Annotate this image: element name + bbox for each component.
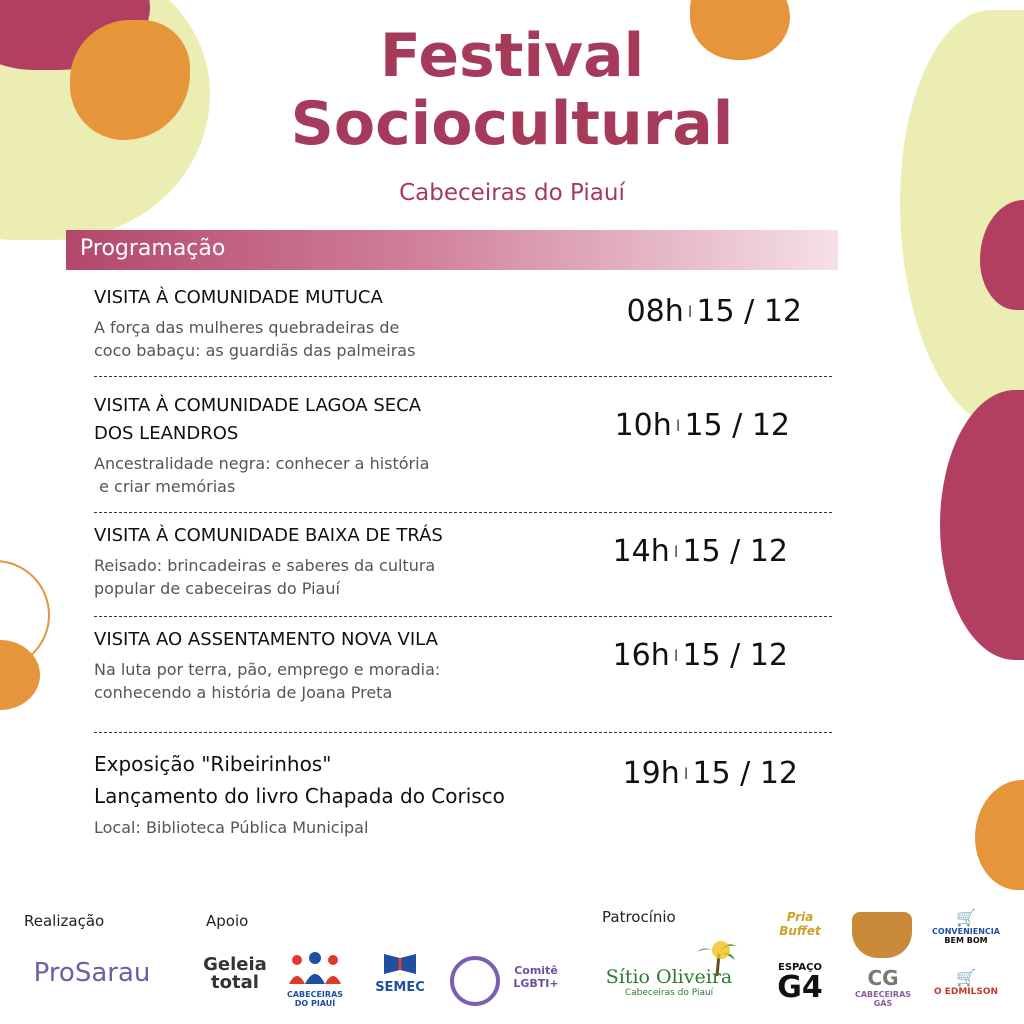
cabeceiras-logo bbox=[280, 950, 350, 1008]
event-description bbox=[94, 816, 854, 839]
event-name: VISITA AO ASSENTAMENTO NOVA VILA bbox=[94, 629, 438, 650]
logo-text: Comitê LGBTI+ bbox=[513, 964, 559, 990]
event-hour: 08h bbox=[626, 294, 684, 329]
event-description-line: popular de cabeceiras do Piauí bbox=[94, 579, 340, 598]
event-time: 14h I 15 / 12 bbox=[612, 534, 788, 569]
logo-text: BEM BOM bbox=[944, 936, 988, 945]
event-time: 19h I 15 / 12 bbox=[622, 756, 798, 791]
logo-text: O EDMILSON bbox=[933, 987, 999, 997]
geleia-total-logo bbox=[196, 956, 274, 992]
footer-label-realizacao: Realização bbox=[24, 912, 105, 930]
title-line-1: Festival bbox=[379, 21, 645, 91]
logo-text: CABECEIRAS DO PIAUÍ bbox=[286, 990, 344, 1008]
event-date: 15 / 12 bbox=[692, 756, 798, 791]
page-title bbox=[0, 22, 1024, 158]
conveniencia-logo bbox=[926, 908, 1006, 945]
people-icon bbox=[285, 950, 345, 986]
cabeceiras-gas-logo bbox=[848, 966, 918, 1008]
event-name-line: Lançamento do livro Chapada do Corisco bbox=[94, 784, 505, 808]
event-item bbox=[94, 284, 854, 362]
logo-text: ESPAÇO bbox=[777, 962, 823, 973]
event-description bbox=[94, 452, 854, 498]
event-description-line: e criar memórias bbox=[94, 477, 236, 496]
title-line-2: Sociocultural bbox=[290, 89, 734, 159]
decorative-blob-maroon bbox=[940, 390, 1024, 660]
event-hour: 16h bbox=[612, 638, 670, 673]
logo-text: SEMEC bbox=[375, 980, 425, 995]
event-hour: 14h bbox=[612, 534, 670, 569]
event-description-line: Ancestralidade negra: conhecer a história bbox=[94, 454, 430, 473]
logo-text: CG bbox=[867, 966, 899, 990]
espaco-g4-logo bbox=[770, 962, 830, 1003]
decorative-ring bbox=[0, 560, 50, 670]
logo-text: Geleia total bbox=[203, 954, 267, 993]
divider bbox=[94, 512, 832, 513]
cart-icon: 🛒 bbox=[956, 908, 976, 927]
event-name: VISITA À COMUNIDADE BAIXA DE TRÁS bbox=[94, 525, 443, 546]
logo-text: G4 bbox=[777, 970, 823, 1005]
event-hour: 19h bbox=[622, 756, 680, 791]
event-item bbox=[94, 522, 854, 600]
event-name: VISITA À COMUNIDADE MUTUCA bbox=[94, 287, 383, 308]
event-name-line: DOS LEANDROS bbox=[94, 423, 239, 444]
logo-text: ProSarau bbox=[33, 958, 151, 988]
semec-logo bbox=[364, 948, 436, 995]
event-description-line: A força das mulheres quebradeiras de bbox=[94, 318, 400, 337]
diversidade-icon bbox=[450, 956, 500, 1006]
event-description-line: Local: Biblioteca Pública Municipal bbox=[94, 818, 369, 837]
footer-label-apoio: Apoio bbox=[206, 912, 249, 930]
event-description-line: conhecendo a história de Joana Preta bbox=[94, 683, 393, 702]
event-hour: 10h bbox=[614, 408, 672, 443]
decorative-blob-orange bbox=[975, 780, 1024, 890]
event-item bbox=[94, 748, 854, 839]
divider bbox=[94, 376, 832, 377]
shopping-cart-icon: 🛒 bbox=[956, 968, 976, 987]
event-name-line: VISITA À COMUNIDADE LAGOA SECA bbox=[94, 395, 422, 416]
pria-buffet-logo bbox=[768, 910, 832, 938]
divider bbox=[94, 732, 832, 733]
mercadinho-edmilson-logo bbox=[926, 968, 1006, 997]
logo-text: Cabeceiras do Piauí bbox=[624, 988, 714, 998]
divider bbox=[94, 616, 832, 617]
programacao-bar bbox=[66, 230, 838, 270]
event-name-line: Exposição "Ribeirinhos" bbox=[94, 752, 332, 776]
event-description-line: Na luta por terra, pão, emprego e moradia: bbox=[94, 660, 441, 679]
logo-text: Pria Buffet bbox=[779, 910, 821, 938]
bread-basket-icon bbox=[852, 912, 912, 958]
event-time: 08h I 15 / 12 bbox=[626, 294, 802, 329]
event-time: 10h I 15 / 12 bbox=[614, 408, 790, 443]
sitio-oliveira-logo bbox=[594, 938, 744, 998]
footer-label-patrocinio: Patrocínio bbox=[602, 908, 676, 926]
event-item bbox=[94, 626, 854, 704]
event-description-line: Reisado: brincadeiras e saberes da cultura bbox=[94, 556, 436, 575]
event-date: 15 / 12 bbox=[682, 638, 788, 673]
prosarau-logo bbox=[22, 958, 162, 988]
logo-text: CONVENIENCIA bbox=[932, 927, 1000, 936]
subtitle: Cabeceiras do Piauí bbox=[399, 180, 625, 206]
section-title: Programação bbox=[80, 236, 226, 261]
event-item bbox=[94, 392, 854, 498]
event-date: 15 / 12 bbox=[696, 294, 802, 329]
event-time: 16h I 15 / 12 bbox=[612, 638, 788, 673]
logo-text: Sítio Oliveira bbox=[605, 966, 733, 988]
event-date: 15 / 12 bbox=[684, 408, 790, 443]
event-description-line: coco babaçu: as guardiãs das palmeiras bbox=[94, 341, 416, 360]
event-date: 15 / 12 bbox=[682, 534, 788, 569]
comite-lgbti-logo bbox=[506, 964, 566, 990]
logo-text: CABECEIRAS GÁS bbox=[854, 990, 912, 1008]
book-icon bbox=[380, 948, 420, 976]
